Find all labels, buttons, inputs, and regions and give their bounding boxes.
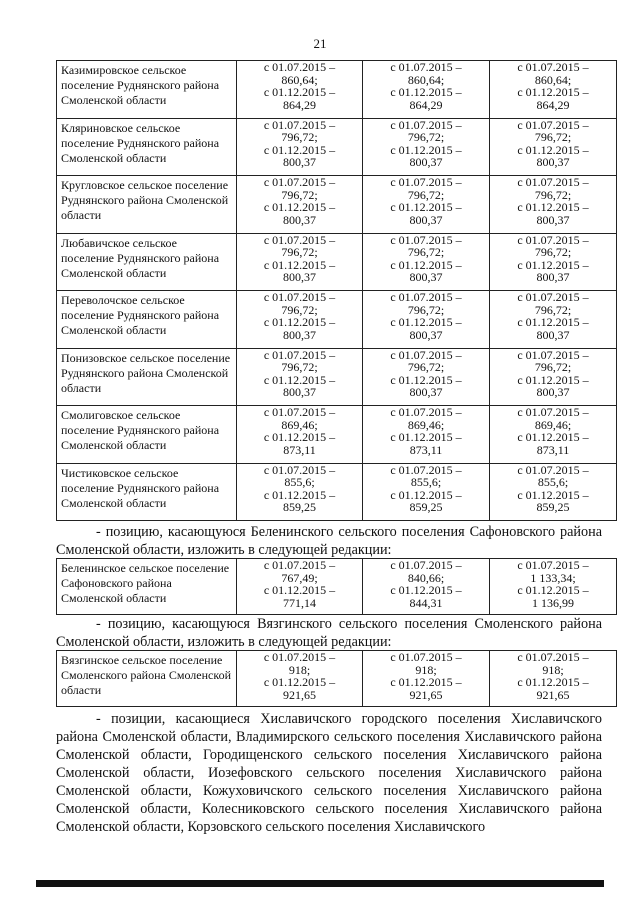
table-row (57, 559, 617, 615)
tariff-value-cell (490, 291, 617, 349)
tariff-line: с 01.12.2015 – (263, 430, 336, 444)
tariff-line: с 01.12.2015 – (263, 487, 336, 502)
tariff-line: с 01.12.2015 – (390, 430, 462, 444)
tariff-line: с 01.07.2015 – (263, 60, 336, 74)
settlement-name-cell: Казимировское сельское поселение Руднянского района Смоленской области (57, 61, 237, 119)
tariff-line: 771,14 (283, 595, 316, 610)
tariff-line: 800,37 (283, 212, 316, 227)
table-row (57, 118, 617, 176)
tariff-line: с 01.07.2015 – (390, 347, 462, 362)
tariff-line: с 01.12.2015 – (263, 583, 336, 597)
page-number: 21 (313, 36, 327, 51)
tariff-value-cell (490, 118, 617, 176)
tariff-line: 860,64; (407, 72, 445, 87)
table-row (57, 651, 617, 707)
tariff-line: с 01.07.2015 – (263, 117, 336, 132)
tariff-line: с 01.12.2015 – (390, 142, 462, 157)
tariff-line: с 01.12.2015 – (390, 257, 462, 272)
tariff-line: с 01.07.2015 – (390, 60, 462, 74)
settlement-name-cell: Кругловское сельское поселение Руднянского района Смоленской области (57, 176, 237, 234)
tariff-value-cell (237, 118, 363, 176)
tariff-value-cell (363, 291, 490, 349)
tariff-line: 796,72; (534, 245, 572, 259)
settlement-name-cell: Вязгинское сельское поселение Смоленского района Смоленской области (57, 651, 237, 707)
tariff-line: с 01.12.2015 – (390, 675, 462, 689)
tariff-line: с 01.12.2015 – (263, 315, 336, 329)
tariff-line: 873,11 (536, 442, 570, 457)
tariff-line: 800,37 (409, 385, 443, 399)
tariff-line: 800,37 (283, 385, 316, 399)
tariff-line: с 01.07.2015 – (263, 405, 336, 419)
tariff-line: с 01.12.2015 – (263, 257, 336, 272)
tariff-value-cell (490, 406, 617, 464)
tariff-line: 873,11 (283, 442, 316, 457)
tariff-line: с 01.07.2015 – (517, 60, 589, 74)
tariff-value-cell (237, 291, 363, 349)
tariff-value-cell (237, 406, 363, 464)
tariff-line: 855,6; (537, 475, 569, 489)
tariff-line: с 01.07.2015 – (263, 462, 336, 477)
tariff-line: с 01.07.2015 – (390, 558, 462, 572)
tariff-value-cell (237, 233, 363, 291)
tariff-table-vyazgino (56, 650, 617, 707)
tariff-value-cell (363, 651, 490, 707)
tariff-line: 800,37 (283, 155, 316, 169)
tariff-line: с 01.12.2015 – (390, 315, 462, 329)
tariff-line: 800,37 (409, 270, 443, 284)
tariff-line: 860,64; (534, 72, 572, 87)
tariff-line: с 01.12.2015 – (517, 487, 589, 502)
tariff-line: с 01.12.2015 – (390, 85, 462, 99)
tariff-line: с 01.07.2015 – (517, 405, 589, 419)
table-row (57, 348, 617, 406)
settlement-name-cell: Любавичское сельское поселение Руднянского района Смоленской области (57, 233, 237, 291)
tariff-value-cell (490, 348, 617, 406)
tariff-line: с 01.07.2015 – (517, 462, 589, 477)
tariff-line: 918; (415, 662, 437, 677)
tariff-line: с 01.07.2015 – (390, 405, 462, 419)
tariff-value-cell (490, 651, 617, 707)
table-row (57, 176, 617, 234)
table-row (57, 291, 617, 349)
tariff-value-cell (363, 233, 490, 291)
settlement-name-cell: Понизовское сельское поселение Руднянского района Смоленской области (57, 348, 237, 406)
tariff-line: с 01.12.2015 – (263, 200, 336, 214)
tariff-line: с 01.12.2015 – (390, 487, 462, 502)
instruction-paragraph-vyazgino: - позицию, касающуюся Вязгинского сельского поселения Смоленского района Смоленской области, изложить в следующей редакции: (56, 616, 602, 650)
tariff-line: с 01.07.2015 – (390, 175, 462, 189)
tariff-line: 855,6; (410, 475, 442, 489)
tariff-line: с 01.12.2015 – (517, 372, 589, 387)
tariff-value-cell (363, 61, 490, 119)
tariff-line: с 01.07.2015 – (263, 650, 336, 664)
tariff-line: 796,72; (407, 130, 445, 144)
tariff-line: 1 133,34; (530, 570, 576, 585)
tariff-line: с 01.07.2015 – (263, 290, 336, 304)
tariff-line: с 01.12.2015 – (517, 430, 589, 444)
tariff-line: 800,37 (409, 155, 443, 169)
tariff-line: 796,72; (281, 302, 318, 317)
tariff-line: с 01.12.2015 – (263, 372, 336, 387)
table-row (57, 406, 617, 464)
tariff-line: с 01.07.2015 – (390, 232, 462, 247)
tariff-line: с 01.07.2015 – (517, 650, 589, 664)
tariff-value-cell (363, 406, 490, 464)
tariff-line: с 01.07.2015 – (390, 650, 462, 664)
settlement-name-cell: Переволочское сельское поселение Руднянского района Смоленской области (57, 291, 237, 349)
tariff-line: с 01.07.2015 – (517, 290, 589, 304)
tariff-line: 855,6; (284, 475, 315, 489)
tariff-line: с 01.07.2015 – (263, 558, 336, 572)
tariff-line: 921,65 (409, 687, 443, 702)
tariff-line: 869,46; (407, 417, 445, 432)
tariff-line: с 01.07.2015 – (517, 117, 589, 132)
tariff-value-cell (237, 348, 363, 406)
tariff-line: 796,72; (407, 302, 445, 317)
tariff-line: с 01.07.2015 – (517, 175, 589, 189)
tariff-value-cell (490, 61, 617, 119)
tariff-line: 864,29 (283, 97, 316, 112)
tariff-value-cell (363, 348, 490, 406)
tariff-line: с 01.07.2015 – (263, 175, 336, 189)
settlement-name-cell: Чистиковское сельское поселение Руднянского района Смоленской области (57, 463, 237, 521)
tariff-line: 796,72; (281, 187, 318, 202)
tariff-line: 796,72; (281, 245, 318, 259)
table-row (57, 233, 617, 291)
tariff-line: 860,64; (281, 72, 318, 87)
tariff-line: 800,37 (536, 270, 570, 284)
tariff-line: 796,72; (281, 130, 318, 144)
tariff-value-cell (490, 233, 617, 291)
tariff-line: 859,25 (409, 500, 443, 514)
instruction-paragraph-belenino: - позицию, касающуюся Беленинского сельского поселения Сафоновского района Смоленской области, изложить в следующей редакции: (56, 524, 602, 558)
table-row (57, 61, 617, 119)
tariff-line: 796,72; (407, 245, 445, 259)
tariff-line: 800,37 (409, 212, 443, 227)
tariff-line: 840,66; (407, 570, 445, 585)
tariff-line: 921,65 (536, 687, 570, 702)
tariff-value-cell (237, 176, 363, 234)
tariff-value-cell (237, 651, 363, 707)
tariff-line: 796,72; (534, 360, 572, 374)
tariff-value-cell (237, 559, 363, 615)
tariff-line: 921,65 (283, 687, 316, 702)
tariff-line: с 01.12.2015 – (517, 85, 589, 99)
tariff-line: 800,37 (536, 327, 570, 342)
tariff-line: с 01.07.2015 – (390, 462, 462, 477)
tariff-line: 859,25 (536, 500, 570, 514)
tariff-line: 796,72; (534, 302, 572, 317)
tariff-value-cell (363, 559, 490, 615)
tariff-line: 796,72; (407, 187, 445, 202)
tariff-line: с 01.12.2015 – (390, 372, 462, 387)
tariff-line: с 01.12.2015 – (517, 583, 589, 597)
tariff-line: с 01.07.2015 – (517, 232, 589, 247)
tariff-line: 800,37 (536, 212, 570, 227)
tariff-line: с 01.12.2015 – (517, 315, 589, 329)
tariff-line: 796,72; (407, 360, 445, 374)
tariff-value-cell (363, 118, 490, 176)
settlement-name-cell: Беленинское сельское поселение Сафоновского района Смоленской области (57, 559, 237, 615)
tariff-value-cell (237, 463, 363, 521)
settlement-name-cell: Смолиговское сельское поселение Руднянского района Смоленской области (57, 406, 237, 464)
tariff-line: 869,46; (534, 417, 572, 432)
tariff-value-cell (363, 176, 490, 234)
settlement-name-cell: Кляриновское сельское поселение Руднянского района Смоленской области (57, 118, 237, 176)
tariff-line: 869,46; (281, 417, 318, 432)
tariff-line: с 01.12.2015 – (390, 200, 462, 214)
tariff-line: 864,29 (409, 97, 443, 112)
tariff-table-rudnya (56, 60, 617, 521)
tariff-line: с 01.12.2015 – (263, 675, 336, 689)
tariff-line: с 01.07.2015 – (390, 290, 462, 304)
tariff-line: 800,37 (536, 155, 570, 169)
tariff-line: 796,72; (281, 360, 318, 374)
tariff-line: с 01.12.2015 – (390, 583, 462, 597)
tariff-line: 767,49; (281, 570, 318, 585)
tariff-table-belenino (56, 558, 617, 615)
tariff-line: 796,72; (534, 130, 572, 144)
tariff-line: 859,25 (283, 500, 316, 514)
instruction-paragraph-khislavichi: - позиции, касающиеся Хиславичского городского поселения Хиславичского района Смоленской области, Владимирского сельского поселения Хиславичского района Смоленской области, Городищенского сельского поселения Хиславичского района Смоленской области, Иозефовского сельского поселения Хиславичского района Смоленской области, Кожуховичского сельского поселения Хиславичского района Смоленской области, Колесниковского сельского поселения Хиславичского района Смоленской области, Корзовского сельского поселения Хиславичского (56, 711, 602, 835)
tariff-value-cell (363, 463, 490, 521)
tariff-line: 844,31 (409, 595, 443, 610)
tariff-line: с 01.07.2015 – (263, 347, 336, 362)
page-bottom-rule (36, 880, 604, 887)
tariff-line: с 01.07.2015 – (517, 347, 589, 362)
tariff-line: 918; (542, 662, 564, 677)
tariff-line: с 01.12.2015 – (517, 200, 589, 214)
tariff-line: с 01.12.2015 – (517, 257, 589, 272)
tariff-line: 800,37 (283, 270, 316, 284)
tariff-line: 1 136,99 (532, 595, 574, 610)
tariff-line: с 01.07.2015 – (517, 558, 589, 572)
tariff-line: с 01.07.2015 – (263, 232, 336, 247)
tariff-value-cell (490, 559, 617, 615)
tariff-line: с 01.12.2015 – (263, 85, 336, 99)
tariff-line: 800,37 (536, 385, 570, 399)
tariff-line: 796,72; (534, 187, 572, 202)
tariff-value-cell (237, 61, 363, 119)
tariff-line: с 01.12.2015 – (517, 675, 589, 689)
tariff-line: 800,37 (283, 327, 316, 342)
tariff-line: с 01.12.2015 – (517, 142, 589, 157)
tariff-value-cell (490, 463, 617, 521)
tariff-line: 864,29 (536, 97, 570, 112)
tariff-line: 873,11 (409, 442, 443, 457)
tariff-line: с 01.12.2015 – (263, 142, 336, 157)
tariff-value-cell (490, 176, 617, 234)
table-row (57, 463, 617, 521)
tariff-line: с 01.07.2015 – (390, 117, 462, 132)
tariff-line: 800,37 (409, 327, 443, 342)
tariff-line: 918; (288, 662, 311, 677)
